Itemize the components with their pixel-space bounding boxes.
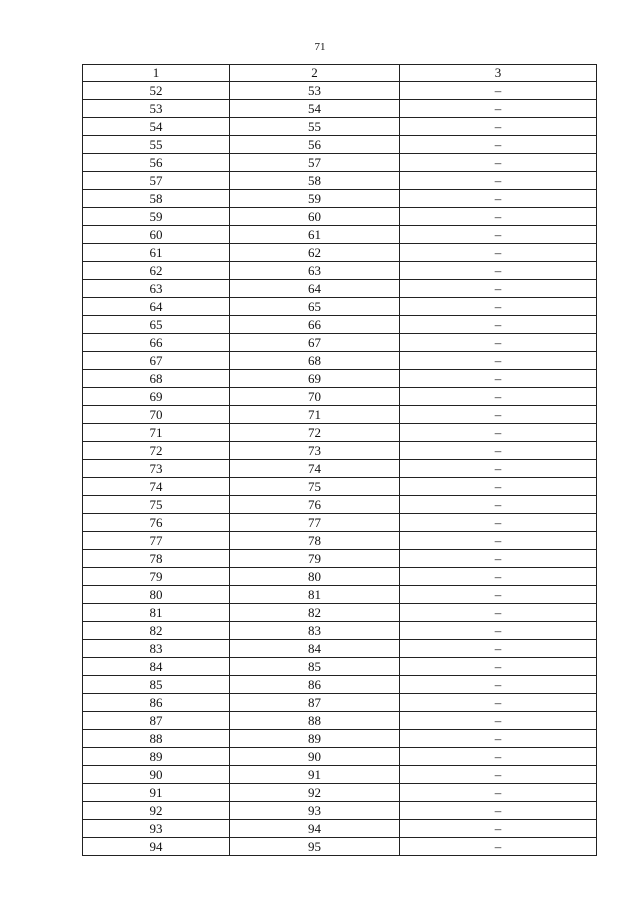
table-cell-col1: 54 (83, 118, 230, 136)
table-cell-col2: 85 (230, 658, 400, 676)
table-cell-col1: 60 (83, 226, 230, 244)
table-cell-col3: – (400, 136, 597, 154)
table-cell-col1: 66 (83, 334, 230, 352)
table-cell-col1: 71 (83, 424, 230, 442)
table-row (83, 82, 597, 100)
table-cell-col1: 58 (83, 190, 230, 208)
table-row (83, 100, 597, 118)
table-cell-col1: 93 (83, 820, 230, 838)
table-cell-col3: – (400, 406, 597, 424)
table-row (83, 352, 597, 370)
table-cell-col2: 93 (230, 802, 400, 820)
table-cell-col1: 63 (83, 280, 230, 298)
table-cell-col1: 67 (83, 352, 230, 370)
table-cell-col3: – (400, 370, 597, 388)
table-row (83, 190, 597, 208)
data-table (82, 64, 597, 856)
table-row (83, 226, 597, 244)
table-row (83, 748, 597, 766)
table-cell-col1: 83 (83, 640, 230, 658)
table-cell-col2: 62 (230, 244, 400, 262)
table-row (83, 280, 597, 298)
table-cell-col1: 80 (83, 586, 230, 604)
table-cell-col3: – (400, 820, 597, 838)
table-body (83, 82, 597, 856)
table-cell-col1: 53 (83, 100, 230, 118)
table-row (83, 640, 597, 658)
table-cell-col2: 67 (230, 334, 400, 352)
table-cell-col1: 81 (83, 604, 230, 622)
table-cell-col2: 59 (230, 190, 400, 208)
table-cell-col2: 60 (230, 208, 400, 226)
table-header-row (83, 65, 597, 82)
table-cell-col3: – (400, 226, 597, 244)
table-row (83, 820, 597, 838)
table-cell-col3: – (400, 208, 597, 226)
table-cell-col3: – (400, 604, 597, 622)
table-cell-col3: – (400, 496, 597, 514)
table-cell-col3: – (400, 388, 597, 406)
table-cell-col3: – (400, 712, 597, 730)
table-cell-col2: 83 (230, 622, 400, 640)
table-cell-col3: – (400, 82, 597, 100)
table-row (83, 784, 597, 802)
table-cell-col3: – (400, 550, 597, 568)
table-cell-col3: – (400, 532, 597, 550)
table-row (83, 730, 597, 748)
table-cell-col1: 78 (83, 550, 230, 568)
table-cell-col2: 63 (230, 262, 400, 280)
table-cell-col3: – (400, 298, 597, 316)
table-row (83, 496, 597, 514)
table-cell-col2: 84 (230, 640, 400, 658)
table-row (83, 154, 597, 172)
table-cell-col2: 94 (230, 820, 400, 838)
table-cell-col2: 53 (230, 82, 400, 100)
table-row (83, 442, 597, 460)
table-cell-col1: 94 (83, 838, 230, 856)
table-row (83, 658, 597, 676)
table-cell-col1: 59 (83, 208, 230, 226)
table-cell-col1: 56 (83, 154, 230, 172)
table-cell-col1: 77 (83, 532, 230, 550)
table-cell-col1: 74 (83, 478, 230, 496)
table-cell-col2: 61 (230, 226, 400, 244)
table-cell-col3: – (400, 586, 597, 604)
table-cell-col2: 66 (230, 316, 400, 334)
table-cell-col3: – (400, 802, 597, 820)
table-row (83, 550, 597, 568)
table-cell-col2: 74 (230, 460, 400, 478)
column-header-1: 1 (83, 65, 230, 82)
table-row (83, 766, 597, 784)
table-cell-col3: – (400, 172, 597, 190)
table-cell-col3: – (400, 262, 597, 280)
table-cell-col1: 86 (83, 694, 230, 712)
table-row (83, 676, 597, 694)
table-cell-col1: 89 (83, 748, 230, 766)
table-cell-col1: 90 (83, 766, 230, 784)
table-cell-col1: 76 (83, 514, 230, 532)
table-cell-col1: 73 (83, 460, 230, 478)
table-cell-col3: – (400, 568, 597, 586)
column-header-3: 3 (400, 65, 597, 82)
table-row (83, 424, 597, 442)
table-cell-col3: – (400, 154, 597, 172)
table-row (83, 514, 597, 532)
table-cell-col1: 92 (83, 802, 230, 820)
table-cell-col1: 82 (83, 622, 230, 640)
table-row (83, 802, 597, 820)
table-cell-col2: 70 (230, 388, 400, 406)
table-cell-col1: 61 (83, 244, 230, 262)
table-cell-col2: 86 (230, 676, 400, 694)
table-cell-col2: 56 (230, 136, 400, 154)
table-cell-col3: – (400, 334, 597, 352)
table-cell-col2: 92 (230, 784, 400, 802)
table-cell-col2: 71 (230, 406, 400, 424)
table-row (83, 586, 597, 604)
table-cell-col3: – (400, 478, 597, 496)
table-cell-col2: 91 (230, 766, 400, 784)
table-cell-col2: 64 (230, 280, 400, 298)
table-cell-col3: – (400, 838, 597, 856)
table-cell-col2: 95 (230, 838, 400, 856)
table-row (83, 244, 597, 262)
table-row (83, 568, 597, 586)
table-row (83, 262, 597, 280)
table-row (83, 694, 597, 712)
table-cell-col2: 82 (230, 604, 400, 622)
table-cell-col2: 88 (230, 712, 400, 730)
table-cell-col1: 57 (83, 172, 230, 190)
table-cell-col2: 78 (230, 532, 400, 550)
table-cell-col2: 57 (230, 154, 400, 172)
table-cell-col2: 69 (230, 370, 400, 388)
table-row (83, 388, 597, 406)
table-cell-col3: – (400, 424, 597, 442)
table-cell-col2: 87 (230, 694, 400, 712)
column-header-2: 2 (230, 65, 400, 82)
table-cell-col1: 64 (83, 298, 230, 316)
table-cell-col3: – (400, 280, 597, 298)
table-row (83, 712, 597, 730)
table-cell-col2: 90 (230, 748, 400, 766)
table-cell-col3: – (400, 730, 597, 748)
table-cell-col2: 79 (230, 550, 400, 568)
table-row (83, 532, 597, 550)
table-cell-col1: 70 (83, 406, 230, 424)
table-cell-col3: – (400, 766, 597, 784)
table-cell-col2: 72 (230, 424, 400, 442)
table-cell-col1: 79 (83, 568, 230, 586)
table-cell-col1: 91 (83, 784, 230, 802)
table-row (83, 478, 597, 496)
table-cell-col3: – (400, 118, 597, 136)
table-row (83, 370, 597, 388)
table-cell-col1: 85 (83, 676, 230, 694)
table-cell-col3: – (400, 676, 597, 694)
table-row (83, 136, 597, 154)
table-cell-col2: 65 (230, 298, 400, 316)
table-cell-col3: – (400, 190, 597, 208)
table-row (83, 118, 597, 136)
table-row (83, 460, 597, 478)
table-cell-col2: 55 (230, 118, 400, 136)
table-cell-col1: 72 (83, 442, 230, 460)
table-row (83, 406, 597, 424)
table-cell-col2: 76 (230, 496, 400, 514)
table-cell-col1: 62 (83, 262, 230, 280)
table-cell-col1: 88 (83, 730, 230, 748)
table-cell-col2: 80 (230, 568, 400, 586)
table-cell-col3: – (400, 622, 597, 640)
page-number: 71 (314, 41, 326, 53)
table-cell-col1: 87 (83, 712, 230, 730)
table-row (83, 298, 597, 316)
table-cell-col3: – (400, 784, 597, 802)
table-cell-col3: – (400, 640, 597, 658)
table-row (83, 604, 597, 622)
table-cell-col2: 77 (230, 514, 400, 532)
table-cell-col3: – (400, 694, 597, 712)
table-row (83, 334, 597, 352)
table-cell-col2: 54 (230, 100, 400, 118)
table-row (83, 838, 597, 856)
table-cell-col2: 73 (230, 442, 400, 460)
table-cell-col3: – (400, 100, 597, 118)
table-cell-col1: 55 (83, 136, 230, 154)
table-cell-col1: 65 (83, 316, 230, 334)
table-cell-col1: 69 (83, 388, 230, 406)
table-cell-col3: – (400, 658, 597, 676)
table-cell-col2: 81 (230, 586, 400, 604)
table-cell-col2: 58 (230, 172, 400, 190)
table-row (83, 316, 597, 334)
table-cell-col2: 89 (230, 730, 400, 748)
table-cell-col1: 68 (83, 370, 230, 388)
table-cell-col3: – (400, 352, 597, 370)
table-row (83, 172, 597, 190)
table-cell-col2: 68 (230, 352, 400, 370)
table-cell-col1: 84 (83, 658, 230, 676)
table-row (83, 208, 597, 226)
table-cell-col3: – (400, 316, 597, 334)
table-cell-col3: – (400, 244, 597, 262)
table-cell-col1: 52 (83, 82, 230, 100)
table-cell-col2: 75 (230, 478, 400, 496)
table-cell-col1: 75 (83, 496, 230, 514)
table-cell-col3: – (400, 460, 597, 478)
table-cell-col3: – (400, 748, 597, 766)
table-cell-col3: – (400, 442, 597, 460)
table-row (83, 622, 597, 640)
table-cell-col3: – (400, 514, 597, 532)
